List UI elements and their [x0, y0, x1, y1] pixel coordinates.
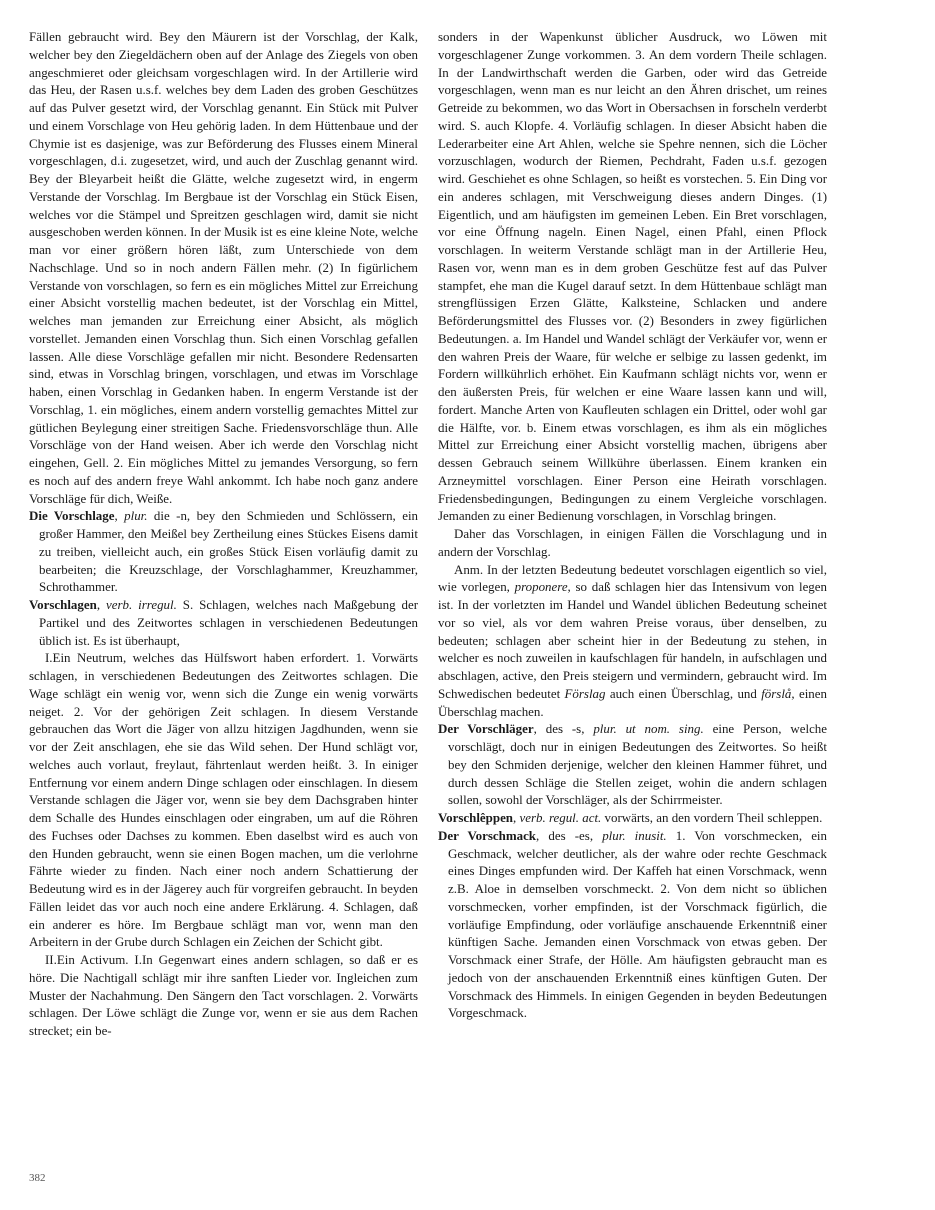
entry-text: 1. Von vorschmecken, ein Geschmack, welcher deutlicher, als der wahre oder rechte Geschmack eines Dinges empfunden wird. Der Kaffeh hat einen Vorschmack, wenn z.B. Aloe in demselben vorschmeckt. 2. Von dem nicht so üblichen vorschmecken, vorher empfinden, ist der Vorschmack figürlich, die vorläufige Empfindung, oder vorläufige anschauende Erkenntniß einer künftigen Sache. Jemanden einen Vorschmack von etwas geben. Der Vorschmack einer Strafe, der Hölle. Am häufigsten gebraucht man es jedoch von der anschauenden Erkenntniß eines künftigen Guten. Der Vorschmack des Himmels. In einigen Gegenden in beyden Bedeutungen Vorgeschmack. — [448, 827, 827, 1021]
entry-text: die -n, bey den Schmieden und Schlössern, ein großer Hammer, den Meißel bey Zertheilung eines Stückes Eisens damit zu treiben, vielleicht auch, ein großes Stück Eisen vorläufig damit zu bearbeiten; die Kreuzschlage, der Vorschlaghammer, Kreuzhammer, Schrothammer. — [39, 508, 419, 595]
left-column — [29, 28, 418, 1040]
right-column — [438, 28, 827, 1022]
sense-neutrum: I.Ein Neutrum, welches das Hülfswort haben erfordert. 1. Vorwärts schlagen, in verschiedenen Bedeutungen des Zeitwortes schlagen. Die Wage schlägt ein wenig vor, wenn sich die Zunge ein wenig vorwärts neiget. 2. Vor der gehörigen Zeit schlagen. In diesem Verstande gebrauchen das Wort die Jäger von allzu hitzigen Jagdhunden, wenn sie vor der Zeit anschlagen, ehe sie das Wild sehen. Der Hund schlägt vor, welches auch vorlaut, freylaut, fährtenlaut werden heißt. 3. In einiger Entfernung vor einem andern Dinge schlagen oder einschlagen. In diesem Verstande schlagen die Jäger vor, wenn sie bey dem Dachsgraben hinter dem Schalle des Hundes einschlagen oder eingraben, um auf die Röhren des Fuchses oder Dachses zu kommen. Eben daselbst wird es auch von den Hunden gebraucht, wenn sie einen Bogen machen, um die verlohrne Fährte wieder zu finden. Nach einer noch andern Schattierung der Bedeutung wird es in der Jägerey auch für vorgreifen gebraucht. In beyden Fällen leidet das vor auch noch eine andere Erklärung. 4. Schlagen, daß ein anderer es höre. Im Bergbaue schlägt man vor, wenn man den Arbeitern in der Grube durch Schlagen ein Zeichen der Schicht gibt. — [29, 650, 418, 950]
continued-paragraph: Fällen gebraucht wird. Bey den Mäurern ist der Vorschlag, der Kalk, welcher bey den Ziegeldächern oben auf der Anlage des Ziegels von oben angeschmieret oder gleichsam vorgeschlagen wird. In der Artillerie wird das Heu, der Rasen u.s.f. welches bey dem Laden des groben Geschützes auf das Pulver gesetzt wird, der Vorschlag genannt. Ein Stück mit Pulver und einem Vorschlage von Heu gehörig laden. In dem Hüttenbaue und der Chymie ist es dasjenige, was zur Beförderung des Flusses einem Mineral vorgeschlagen, d.i. zugesetzet, wird, und auch der Zuschlag genannt wird. Bey der Bleyarbeit heißt die Glätte, welche zugesetzt wird, in engerm Verstande der Vorschlag. Im Bergbaue ist der Vorschlag ein Stück Eisen, welches vor die Stämpel und Spreitzen geschlagen wird, damit sie nicht ausgeschoben werden können. In der Musik ist es eine kleine Note, welche man vor einer größern hören läßt, zum Unterschiede von dem Nachschlage. Und so in noch andern Fällen mehr. (2) In figürlichem Verstande von vorschlagen, so fern es ein mögliches Mittel zur Erreichung einer Absicht vorstellig machen bedeutet, ist der Vorschlag ein Mittel, welches man jemanden zur Erreichung einer Absicht, als möglich vorstellet. Jemanden einen Vorschlag thun. Sich einen Vorschlag gefallen lassen. Alle diese Vorschläge gefallen mir nicht. Besondere Redensarten sind, etwas in Vorschlag bringen, vorschlagen, und etwas im Vorschlage haben, einen Vorschlag in Gedanken haben. In engerm Verstande ist der Vorschlag, 1. ein mögliches, einem andern vorstellig gemachtes Mittel zur gütlichen Beylegung einer streitigen Sache. Friedensvorschläge thun. Alle Vorschläge von der Hand weisen. Aber ich werde den Vorschlag nicht eingehen, Gell. 2. Ein mögliches Mittel zu jemandes Versorgung, so fern es noch auf des andern freye Wahl ankommt. Ich habe noch ganz andere Vorschläge für dich, Weiße. — [29, 29, 418, 506]
entry-vorschlagen: Vorschlagen, verb. irregul. S. Schlagen, welches nach Maßgebung der Partikel und des Zeitwortes schlagen in verschiedenen Bedeutungen üblich ist. Es ist überhaupt, — [29, 597, 419, 648]
headword: Der Vorschmack — [438, 827, 537, 843]
grammar-note: plur. ut nom. sing. — [593, 721, 704, 737]
headword: Vorschlêppen — [438, 810, 514, 825]
grammar-note: verb. irregul. — [106, 597, 177, 612]
entry-text: S. Schlagen, welches nach Maßgebung der Partikel und des Zeitwortes schlagen in verschiedenen Bedeutungen üblich ist. Es ist überhaupt, — [39, 597, 419, 648]
grammar-note: plur. inusit. — [602, 827, 667, 843]
entry-der-vorschmack: Der Vorschmack, des -es, plur. inusit. 1. Von vorschmecken, ein Geschmack, welcher deutlicher, als der wahre oder rechte Geschmack eines Dinges empfunden wird. Der Kaffeh hat einen Vorschmack, wenn z.B. Aloe in demselben vorschmeckt. 2. Von dem nicht so üblichen vorschmecken, vorher empfinden, ist der Vorschmack figürlich, die vorläufige Empfindung, oder vorläufige anschauende Erkenntniß einer künftigen Sache. Jemanden einen Vorschmack von etwas geben. Der Vorschmack einer Strafe, der Hölle. Am häufigsten gebraucht man es jedoch von der anschauenden Erkenntniß eines künftigen Guten. Der Vorschmack des Himmels. In einigen Gegenden in beyden Bedeutungen Vorgeschmack. — [438, 827, 827, 1021]
annotation-paragraph: Anm. In der letzten Bedeutung bedeutet vorschlagen eigentlich so viel, wie vorlegen, proponere, so daß schlagen hier das Intensivum von legen ist. In der vorletzten im Handel und Wandel üblichen Bedeutung scheinet vor so viel, als vor dem wahren Preise voraus, über denselben, zu bedeuten; schlagen aber scheint hier in der Bedeutung zu stehen, in welcher es noch zuweilen in kaufschlagen für handeln, in aufschlagen und abschlagen, active, den Preis steigern und vermindern, gebraucht wird. Im Schwedischen bedeutet Förslag auch einen Überschlag, und förslå, einen Überschlag machen. — [438, 561, 827, 719]
grammar-note: verb. regul. act. — [519, 810, 602, 825]
continued-paragraph: sonders in der Wapenkunst üblicher Ausdruck, wo Löwen mit vorgeschlagener Zunge vorkommen. 3. An dem vordern Theile schlagen. In der Landwirthschaft werden die Garben, oder wird das Getreide vorgeschlagen, wenn man es nur leicht an den Ähren drischet, um reines Getreide zu bekommen, wo das Wort in Obersachsen in forscheln verderbt wird. S. auch Klopfe. 4. Vorläufig schlagen. In dieser Absicht haben die Lederarbeiter eine Art Ahlen, welche sie Spehre nennen, sich die Löcher vorzuschlagen, wodurch der Riemen, Pechdraht, Faden u.s.f. gezogen wird. Geschiehet es ohne Schlagen, so heißt es vorstechen. 5. Ein Ding vor ein anderes schlagen, mit Verschweigung dieses andern Dinges. (1) Eigentlich, und am häufigsten im gemeinen Leben. Ein Bret vorschlagen, vor eine Öffnung nageln. Einen Nagel, einen Pfahl, einen Pflock vorschlagen. In weiterm Verstande schlägt man in der Artillerie Heu, Rasen vor, wenn man es in dem groben Geschütze fest auf das Pulver stampfet, ehe man die Kugel darauf setzt. In dem Hüttenbaue schlägt man strengflüssigen Erzen Glätte, Kalksteine, Schlacken und andere Beförderungsmittel des Flusses vor. (2) Besonders in zwey figürlichen Bedeutungen. a. Im Handel und Wandel schlägt der Verkäufer vor, wenn er den wahren Preis der Waare, für welche er selbige zu lassen gedenkt, im Fordern willkührlich erhöhet. Ein Kaufmann schlägt nichts vor, wenn er den äußersten Preis, für welchen er eine Waare lassen kann und will, fordert. Manche Arten von Kaufleuten schlagen ein Drittel, oder wohl gar die Hälfte, vor. b. Einem etwas vorschlagen, es ihm als ein mögliches Mittel zur Erreichung einer Absicht vorstellig machen, übrigens aber dessen Gebrauch seinem Willkühre überlassen. Einem kranken ein Arzneymittel vorschlagen. Einer Person eine Heirath vorschlagen. Friedensbedingungen, Bedingungen zu einem Vergleiche vorschlagen. Jemanden zu einer Bedienung vorschlagen, in Vorschlag bringen. — [438, 29, 827, 524]
grammar-note: plur. — [124, 508, 148, 524]
entry-der-vorschlaeger: Der Vorschläger, des -s, plur. ut nom. sing. eine Person, welche vorschlägt, doch nur in einigen Bedeutungen des Zeitwortes. So heißt bey den Schmiden derjenige, welcher den kleinen Hammer führet, und durch dessen Schläge die Stellen zeiget, wohin die andern schlagen sollen, sowohl der Vorschläger, als der Schirrmeister. — [438, 721, 828, 808]
headword: Der Vorschläger — [438, 721, 534, 737]
headword: Vorschlagen — [29, 597, 97, 612]
entry-text: eine Person, welche vorschlägt, doch nur in einigen Bedeutungen des Zeitwortes. So heißt bey den Schmiden derjenige, welcher den kleinen Hammer führet, und durch dessen Schläge die Stellen zeiget, wohin die andern schlagen sollen, sowohl der Vorschläger, als der Schirrmeister. — [448, 721, 828, 808]
entry-die-vorschlage: Die Vorschlage, plur. die -n, bey den Schmieden und Schlössern, ein großer Hammer, den Meißel bey Zertheilung eines Stückes Eisens damit zu treiben, vielleicht auch, ein großes Stück Eisen vorläufig damit zu bearbeiten; die Kreuzschlage, der Vorschlaghammer, Kreuzhammer, Schrothammer. — [29, 508, 419, 595]
entry-vorschleppen: Vorschlêppen, verb. regul. act. vorwärts, an den vordern Theil schleppen. — [438, 810, 823, 825]
entry-text: vorwärts, an den vordern Theil schleppen. — [601, 810, 823, 825]
derivation-paragraph: Daher das Vorschlagen, in einigen Fällen die Vorschlagung und in andern der Vorschlag. — [438, 526, 827, 559]
headword: Die Vorschlage — [29, 508, 115, 524]
sense-activum: II.Ein Activum. I.In Gegenwart eines andern schlagen, so daß er es höre. Die Nachtigall schlägt mir ihre sanften Lieder vor. Ingleichen zum Muster der Nachahmung. Den Sängern den Tact vorschlagen. 2. Vorwärts schlagen. Der Löwe schlägt die Zunge vor, wenn er sie aus dem Rachen strecket; ein be- — [29, 952, 418, 1038]
page-number: 382 — [29, 1172, 46, 1184]
